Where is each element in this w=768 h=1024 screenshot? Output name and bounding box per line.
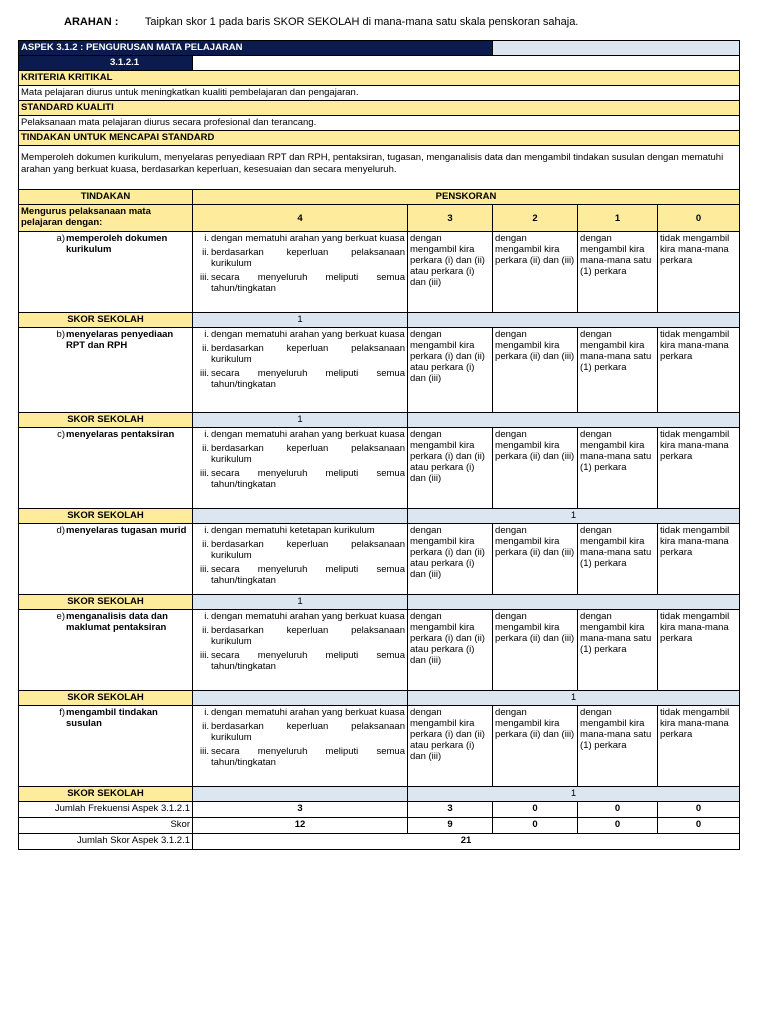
sum-value: 21 xyxy=(193,834,740,850)
criterion-item xyxy=(195,525,405,536)
skor-sekolah-label: SKOR SEKOLAH xyxy=(19,787,193,802)
instruction-text: Taipkan skor 1 pada baris SKOR SEKOLAH di mana-mana satu skala penskoran sahaja. xyxy=(144,16,579,28)
skor-row-label: Skor xyxy=(19,818,193,834)
criterion-text: secara menyeluruh meliputi semua tahun/tingkatan xyxy=(211,650,405,672)
criterion-number: i. xyxy=(204,611,209,622)
skor-sekolah-input[interactable]: 1 xyxy=(193,313,408,328)
frequency-row-label: Jumlah Frekuensi Aspek 3.1.2.1 xyxy=(19,802,193,818)
sum-row xyxy=(19,834,740,850)
skor-sekolah-empty[interactable] xyxy=(193,691,408,706)
item-label: menyelaras tugasan murid xyxy=(66,525,187,536)
criterion-text: berdasarkan keperluan pelaksanaan kurikulum xyxy=(211,343,405,365)
criterion-item xyxy=(195,564,405,586)
item-label: menganalisis data dan maklumat pentaksiran xyxy=(66,611,168,633)
table-row xyxy=(19,232,740,313)
score-desc-1: dengan mengambil kira mana-mana satu (1) perkara xyxy=(578,428,658,509)
skor-sekolah-label: SKOR SEKOLAH xyxy=(19,413,193,428)
aspect-code: 3.1.2.1 xyxy=(19,56,193,71)
score-desc-2: dengan mengambil kira perkara (ii) dan (iii) xyxy=(493,328,578,413)
tindakan-text: Memperoleh dokumen kurikulum, menyelaras penyediaan RPT dan RPH, pentaksiran, tugasan, menganalisis data dan mengambil tindakan susulan dengan mematuhi arahan yang berkuat kuasa, berdasarkan keperluan, kesesuaian dan secara menyeluruh. xyxy=(19,146,740,190)
item-letter: b) xyxy=(56,329,65,340)
item-label-cell xyxy=(19,232,193,313)
skor-sekolah-empty[interactable] xyxy=(408,595,740,610)
score-desc-2: dengan mengambil kira perkara (ii) dan (iii) xyxy=(493,610,578,691)
criterion-item xyxy=(195,443,405,465)
criterion-number: iii. xyxy=(200,650,209,661)
item-letter: e) xyxy=(56,611,65,622)
table-row xyxy=(19,328,740,413)
criterion-number: i. xyxy=(204,707,209,718)
criterion-text: dengan mematuhi arahan yang berkuat kuasa xyxy=(211,707,405,718)
criterion-item xyxy=(195,468,405,490)
skor-sekolah-input[interactable]: 1 xyxy=(408,691,740,706)
score-desc-0: tidak mengambil kira mana-mana perkara xyxy=(658,524,740,595)
subheader: Mengurus pelaksanaan mata pelajaran dengan: xyxy=(19,205,193,232)
score-desc-1: dengan mengambil kira mana-mana satu (1) perkara xyxy=(578,706,658,787)
criterion-item xyxy=(195,233,405,244)
frequency-row-value: 3 xyxy=(408,802,493,818)
score-desc-0: tidak mengambil kira mana-mana perkara xyxy=(658,706,740,787)
item-letter: f) xyxy=(59,707,65,718)
item-letter: c) xyxy=(57,429,65,440)
criterion-text: dengan mematuhi arahan yang berkuat kuasa xyxy=(211,429,405,440)
skor-sekolah-label: SKOR SEKOLAH xyxy=(19,313,193,328)
item-label-cell xyxy=(19,706,193,787)
item-label: menyelaras penyediaan RPT dan RPH xyxy=(66,329,174,351)
skor-sekolah-input[interactable]: 1 xyxy=(193,413,408,428)
item-label: menyelaras pentaksiran xyxy=(66,429,175,440)
table-row xyxy=(19,706,740,787)
table-row xyxy=(19,610,740,691)
item-label-cell xyxy=(19,328,193,413)
criterion-number: ii. xyxy=(202,443,209,454)
criterion-number: iii. xyxy=(200,746,209,757)
criterion-item xyxy=(195,707,405,718)
criterion-text: berdasarkan keperluan pelaksanaan kurikulum xyxy=(211,539,405,561)
score-desc-2: dengan mengambil kira perkara (ii) dan (iii) xyxy=(493,232,578,313)
skor-sekolah-input[interactable]: 1 xyxy=(408,787,740,802)
score-level-1: 1 xyxy=(578,205,658,232)
criterion-item xyxy=(195,539,405,561)
criterion-item xyxy=(195,429,405,440)
criteria-cell xyxy=(193,524,408,595)
score-desc-0: tidak mengambil kira mana-mana perkara xyxy=(658,328,740,413)
score-desc-2: dengan mengambil kira perkara (ii) dan (iii) xyxy=(493,524,578,595)
criterion-number: iii. xyxy=(200,272,209,283)
aspect-title-fill xyxy=(493,41,740,56)
sum-label: Jumlah Skor Aspek 3.1.2.1 xyxy=(19,834,193,850)
score-level-4: 4 xyxy=(193,205,408,232)
skor-sekolah-row xyxy=(19,509,740,524)
skor-sekolah-label: SKOR SEKOLAH xyxy=(19,691,193,706)
instruction xyxy=(64,16,578,28)
criterion-item xyxy=(195,650,405,672)
score-desc-0: tidak mengambil kira mana-mana perkara xyxy=(658,232,740,313)
criterion-number: i. xyxy=(204,233,209,244)
skor-sekolah-empty[interactable] xyxy=(193,509,408,524)
score-desc-3: dengan mengambil kira perkara (i) dan (ii) atau perkara (i) dan (iii) xyxy=(408,232,493,313)
item-letter: a) xyxy=(56,233,65,244)
standard-text: Pelaksanaan mata pelajaran diurus secara profesional dan terancang. xyxy=(19,116,740,131)
criterion-number: iii. xyxy=(200,368,209,379)
score-desc-1: dengan mengambil kira mana-mana satu (1) perkara xyxy=(578,524,658,595)
criterion-item xyxy=(195,329,405,340)
frequency-row-value: 0 xyxy=(493,802,578,818)
criterion-item xyxy=(195,343,405,365)
criterion-text: berdasarkan keperluan pelaksanaan kurikulum xyxy=(211,721,405,743)
criterion-item xyxy=(195,368,405,390)
aspect-title: ASPEK 3.1.2 : PENGURUSAN MATA PELAJARAN xyxy=(19,41,493,56)
frequency-row-value: 0 xyxy=(658,802,740,818)
frequency-row-value: 0 xyxy=(578,802,658,818)
score-desc-0: tidak mengambil kira mana-mana perkara xyxy=(658,428,740,509)
criterion-number: iii. xyxy=(200,468,209,479)
score-desc-1: dengan mengambil kira mana-mana satu (1) perkara xyxy=(578,232,658,313)
criterion-text: dengan mematuhi arahan yang berkuat kuasa xyxy=(211,329,405,340)
skor-row-value: 12 xyxy=(193,818,408,834)
tindakan-label: TINDAKAN UNTUK MENCAPAI STANDARD xyxy=(19,131,740,146)
criterion-number: ii. xyxy=(202,625,209,636)
criterion-number: iii. xyxy=(200,564,209,575)
kriteria-text: Mata pelajaran diurus untuk meningkatkan kualiti pembelajaran dan pengajaran. xyxy=(19,86,740,101)
score-desc-2: dengan mengambil kira perkara (ii) dan (iii) xyxy=(493,706,578,787)
item-label-cell xyxy=(19,610,193,691)
criteria-cell xyxy=(193,428,408,509)
criterion-text: secara menyeluruh meliputi semua tahun/tingkatan xyxy=(211,368,405,390)
instruction-label: ARAHAN : xyxy=(64,16,119,28)
criterion-text: dengan mematuhi arahan yang berkuat kuasa xyxy=(211,233,405,244)
criterion-text: dengan mematuhi ketetapan kurikulum xyxy=(211,525,375,536)
skor-sekolah-label: SKOR SEKOLAH xyxy=(19,509,193,524)
item-label-cell xyxy=(19,428,193,509)
skor-row-value: 9 xyxy=(408,818,493,834)
skor-sekolah-row xyxy=(19,787,740,802)
criterion-text: berdasarkan keperluan pelaksanaan kurikulum xyxy=(211,443,405,465)
score-level-2: 2 xyxy=(493,205,578,232)
skor-row-value: 0 xyxy=(578,818,658,834)
item-letter: d) xyxy=(56,525,65,536)
skor-row xyxy=(19,818,740,834)
item-label-cell xyxy=(19,524,193,595)
table-row xyxy=(19,524,740,595)
criterion-item xyxy=(195,272,405,294)
skor-sekolah-row xyxy=(19,313,740,328)
frequency-row xyxy=(19,802,740,818)
criterion-item xyxy=(195,721,405,743)
skor-sekolah-row xyxy=(19,691,740,706)
score-desc-3: dengan mengambil kira perkara (i) dan (ii) atau perkara (i) dan (iii) xyxy=(408,328,493,413)
skor-sekolah-label: SKOR SEKOLAH xyxy=(19,595,193,610)
criterion-text: dengan mematuhi arahan yang berkuat kuasa xyxy=(211,611,405,622)
skor-row-value: 0 xyxy=(658,818,740,834)
item-label: memperoleh dokumen kurikulum xyxy=(66,233,168,255)
criteria-cell xyxy=(193,706,408,787)
score-desc-1: dengan mengambil kira mana-mana satu (1) perkara xyxy=(578,610,658,691)
criterion-number: ii. xyxy=(202,343,209,354)
skor-sekolah-empty[interactable] xyxy=(193,787,408,802)
criterion-item xyxy=(195,746,405,768)
criterion-text: secara menyeluruh meliputi semua tahun/tingkatan xyxy=(211,746,405,768)
aspect-code-fill xyxy=(193,56,740,71)
criterion-number: ii. xyxy=(202,539,209,550)
item-label: mengambil tindakan susulan xyxy=(66,707,158,729)
skor-sekolah-row xyxy=(19,413,740,428)
criterion-text: secara menyeluruh meliputi semua tahun/tingkatan xyxy=(211,468,405,490)
criteria-cell xyxy=(193,610,408,691)
criterion-text: secara menyeluruh meliputi semua tahun/tingkatan xyxy=(211,272,405,294)
criterion-text: berdasarkan keperluan pelaksanaan kurikulum xyxy=(211,625,405,647)
score-desc-2: dengan mengambil kira perkara (ii) dan (iii) xyxy=(493,428,578,509)
table-row xyxy=(19,428,740,509)
criterion-number: i. xyxy=(204,429,209,440)
score-desc-0: tidak mengambil kira mana-mana perkara xyxy=(658,610,740,691)
criterion-number: i. xyxy=(204,329,209,340)
score-desc-3: dengan mengambil kira perkara (i) dan (ii) atau perkara (i) dan (iii) xyxy=(408,706,493,787)
frequency-row-value: 3 xyxy=(193,802,408,818)
skor-sekolah-empty[interactable] xyxy=(408,313,740,328)
criterion-number: ii. xyxy=(202,721,209,732)
skor-sekolah-row xyxy=(19,595,740,610)
criteria-cell xyxy=(193,232,408,313)
score-desc-3: dengan mengambil kira perkara (i) dan (ii) atau perkara (i) dan (iii) xyxy=(408,428,493,509)
kriteria-label: KRITERIA KRITIKAL xyxy=(19,71,740,86)
col-tindakan: TINDAKAN xyxy=(19,190,193,205)
criterion-item xyxy=(195,247,405,269)
criterion-text: berdasarkan keperluan pelaksanaan kurikulum xyxy=(211,247,405,269)
scoring-table xyxy=(18,40,740,850)
score-desc-3: dengan mengambil kira perkara (i) dan (ii) atau perkara (i) dan (iii) xyxy=(408,524,493,595)
col-penskoran: PENSKORAN xyxy=(193,190,740,205)
criteria-cell xyxy=(193,328,408,413)
criterion-item xyxy=(195,625,405,647)
score-desc-1: dengan mengambil kira mana-mana satu (1) perkara xyxy=(578,328,658,413)
skor-sekolah-input[interactable]: 1 xyxy=(408,509,740,524)
criterion-number: i. xyxy=(204,525,209,536)
skor-sekolah-empty[interactable] xyxy=(408,413,740,428)
criterion-text: secara menyeluruh meliputi semua tahun/tingkatan xyxy=(211,564,405,586)
standard-label: STANDARD KUALITI xyxy=(19,101,740,116)
criterion-number: ii. xyxy=(202,247,209,258)
score-level-0: 0 xyxy=(658,205,740,232)
criterion-item xyxy=(195,611,405,622)
score-level-3: 3 xyxy=(408,205,493,232)
score-desc-3: dengan mengambil kira perkara (i) dan (ii) atau perkara (i) dan (iii) xyxy=(408,610,493,691)
skor-row-value: 0 xyxy=(493,818,578,834)
skor-sekolah-input[interactable]: 1 xyxy=(193,595,408,610)
